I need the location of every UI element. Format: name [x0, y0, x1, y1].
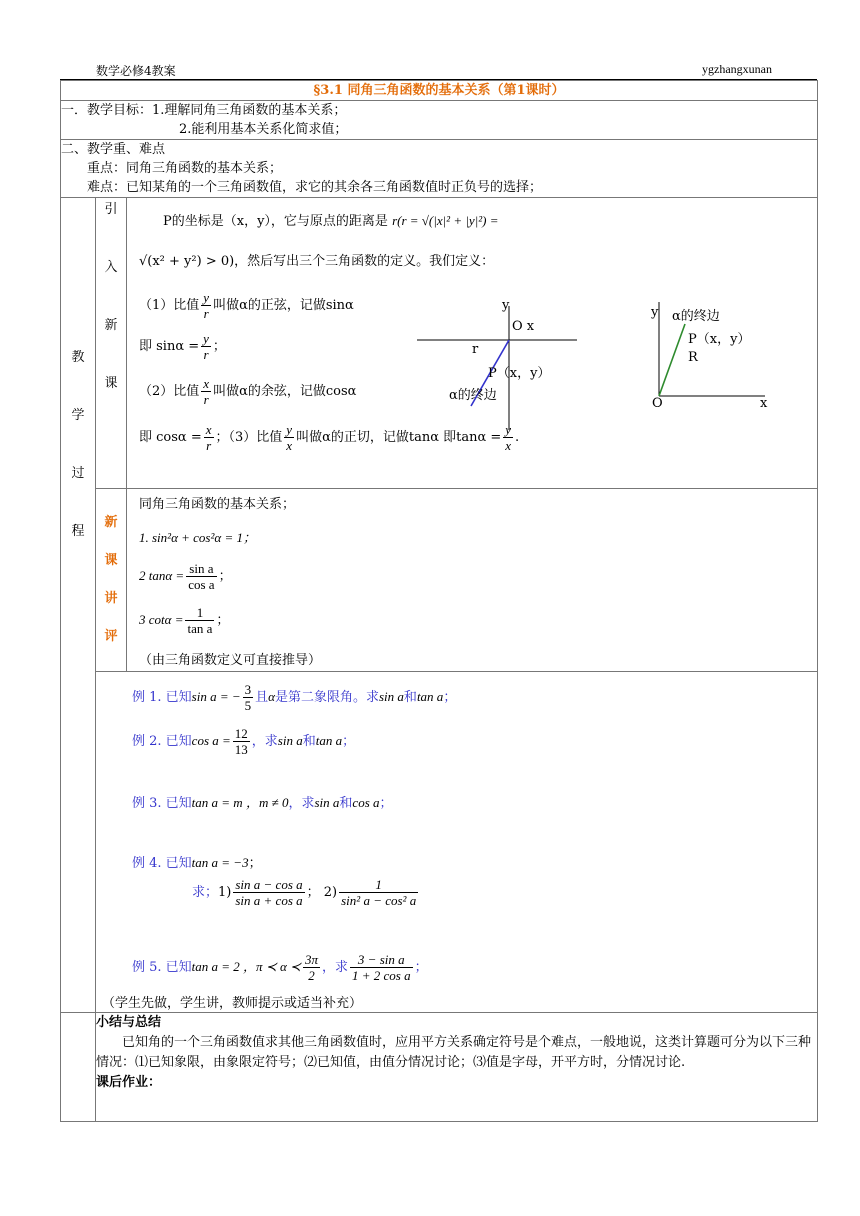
ex1-quadrant: 是第二象限角。求 [274, 690, 379, 705]
ex5-frac2-den: 1 + 2 cos a [351, 968, 411, 983]
ex4-find: 求； [192, 885, 219, 900]
diagram2-r-label: R [688, 350, 698, 365]
ex5-frac2-num: 3 − sin a [350, 952, 413, 968]
ex5-frac-num: 3π [304, 952, 318, 967]
new-lesson-char-3: 讲 [104, 591, 118, 606]
difficult-point: 难点：已知某角的一个三角函数值，求它的其余各三角函数值时正负号的选择； [87, 180, 543, 195]
homework-label: 课后作业： [96, 1075, 162, 1090]
new-lesson-char-4: 评 [104, 629, 118, 644]
def1-a: （1）比值 [139, 298, 200, 313]
def2-b: 叫做α的余弦，记做cosα [213, 384, 357, 399]
def3-b: 叫做α的正切，记做tanα 即tanα = [296, 430, 502, 445]
ex4-part2: ； 2) [306, 885, 338, 900]
process-char-3: 过 [71, 466, 85, 481]
process-char-2: 学 [71, 408, 85, 423]
key-point: 重点：同角三角函数的基本关系； [87, 161, 283, 176]
def2-frac-den: r [203, 392, 209, 407]
ex4-frac1-num: sin a − cos a [235, 877, 303, 892]
ex1-end: ； [443, 690, 457, 705]
def3-frac-num: y [286, 422, 293, 437]
new-lesson-char-1: 新 [104, 515, 118, 530]
lesson-table [60, 80, 818, 1122]
intro-char-2: 入 [104, 260, 118, 275]
ex2-label: 例 2. 已知 [132, 734, 192, 749]
new-lesson-label [96, 489, 127, 672]
ex5-frac-den: 2 [308, 968, 315, 983]
diagram2-p-label: P（x，y） [688, 332, 751, 347]
ex1-sin: sin a [379, 689, 404, 704]
ex3-he: 和 [339, 796, 353, 811]
ex5-given: tan a = 2 ，π ≺ α ≺ [191, 959, 301, 974]
process-char-4: 程 [71, 524, 85, 539]
diagram2-y-label: y [651, 305, 659, 320]
relation-1: 1. sin²α + cos²α = 1； [139, 530, 256, 545]
ex3-cos: cos a [352, 795, 380, 810]
goal-2: 2.能利用基本关系化简求值； [179, 122, 348, 137]
ex1-frac-num: 3 [244, 682, 252, 697]
relation-3-num: 1 [185, 605, 214, 621]
ex1-tan: tan a [416, 689, 444, 704]
key-points-label: 二、教学重、难点 [61, 142, 166, 157]
ex4-frac1-den: sin a + cos a [235, 893, 303, 908]
new-lesson-char-2: 课 [104, 553, 118, 568]
def1c-frac-num: y [203, 331, 209, 346]
intro-label [96, 198, 127, 489]
ex4-frac2-den: sin² a − cos² a [341, 893, 417, 908]
ex2-frac-den: 13 [234, 742, 248, 757]
ex5-end: ； [414, 960, 428, 975]
relations-heading: 同角三角函数的基本关系； [139, 497, 296, 512]
ex1-and: 且 [255, 690, 269, 705]
r-formula: r(r = √(|x|² + |y|²) = [392, 213, 499, 228]
ex4-part1: 1) [218, 885, 232, 900]
intro-row [61, 198, 818, 489]
def3-a: ；（3）比值 [215, 430, 283, 445]
key-points-row [61, 140, 818, 198]
ex1-label: 例 1. 已知 [132, 690, 192, 705]
def2-frac-num: x [203, 376, 210, 391]
summary-content [96, 1013, 818, 1122]
def3b-frac-den: x [505, 438, 512, 453]
ex3-end: ； [379, 796, 393, 811]
ex2-end: ； [342, 734, 356, 749]
relations-note: （由三角函数定义可直接推导） [139, 653, 322, 668]
relation-3-lhs: 3 cotα = [139, 612, 184, 627]
goals-label: 一．教学目标： [61, 103, 153, 118]
new-lesson-row [61, 489, 818, 672]
diagram2-terminal-side [659, 324, 685, 396]
header-left: 数学必修4教案 [96, 64, 176, 78]
ex3-find: ，求 [288, 796, 315, 811]
new-lesson-content: 同角三角函数的基本关系； 1. sin²α + cos²α = 1； 2 tanα = $\frac{\text{sin a}}{\text{cos a}}$ ； 3 cotα = $\frac{1}{\text{tan a}}$ ； （由三角函数定义可直接推导） [127, 489, 818, 672]
ex2-sin: sin a [277, 733, 303, 748]
diagram1-r-label: r [472, 342, 479, 357]
intro-char-4: 课 [104, 376, 118, 391]
ex4-label: 例 4. 已知 [132, 856, 192, 871]
diagram1-p-label: P（x，y） [488, 366, 551, 381]
intro-char-1: 引 [104, 202, 118, 217]
intro-char-3: 新 [104, 318, 118, 333]
relation-2-den: cos a [188, 577, 215, 592]
def1-frac-den: r [203, 306, 209, 321]
summary-text: 已知角的一个三角函数值求其他三角函数值时，应用平方关系确定符号是个难点，一般地说，这类计算题可分为以下三种情况：⑴已知象限，由象限定符号；⑵已知值，由值分情况讨论；⑶值是字母，开平方时，分情况讨论. [96, 1035, 812, 1070]
ex4-given: tan a = −3 [191, 855, 249, 870]
summary-spacer [61, 1013, 96, 1122]
goal-1: 1.理解同角三角函数的基本关系； [152, 103, 347, 118]
examples-content [96, 672, 818, 1013]
ex4-frac2-num: 1 [339, 877, 418, 893]
def3b-frac-num: y [505, 422, 512, 437]
intro-content: P的坐标是（x，y），它与原点的距离是 r(r = √(|x|² + |y|²) = √(x² + y²) > 0)，然后写出三个三角函数的定义。我们定义： （1）比值 $\frac{y}{r}$ 叫做α的正弦，记做sinα 即 sinα = $\frac{y}{r}$ ； （2）比值 $\frac{x}{r}$ 叫做α的余弦，记做cosα 即 cosα = $\frac{x}{r}$ ；（3）比值 $\frac{y}{x}$ 叫做α的正切，记做tanα 即tanα = $\frac{y}{x}$ . y O x r P（x，y） α的终边 y α的终边 P（x，y） R O x [127, 198, 818, 489]
diagram2-x-label: x [760, 396, 768, 411]
def1-b: 叫做α的正弦，记做sinα [213, 298, 354, 313]
def1c-frac-den: r [203, 347, 209, 362]
title-row [61, 81, 818, 101]
diagram2-o-label: O [652, 396, 663, 411]
examples-row [61, 672, 818, 1013]
def1-frac-num: y [203, 290, 210, 305]
goals-row [61, 101, 818, 140]
process-char-1: 教 [71, 350, 85, 365]
ex5-label: 例 5. 已知 [132, 960, 192, 975]
ex3-sin: sin a [314, 795, 340, 810]
ex1-frac-den: 5 [244, 698, 252, 713]
def3-frac-den: x [286, 438, 293, 453]
process-label [61, 198, 96, 1013]
def2c-frac-den: r [206, 438, 212, 453]
diagram1-y-label: y [502, 298, 510, 313]
p-coord-text: P的坐标是（x，y），它与原点的距离是 [163, 214, 388, 229]
diagram1-ox-label: O x [512, 319, 535, 334]
r-formula-2: √(x² + y²) > 0)，然后写出三个三角函数的定义。我们定义： [139, 254, 495, 269]
ex3-label: 例 3. 已知 [132, 796, 192, 811]
relation-2-num: sin a [186, 561, 216, 577]
ex4-semicolon: ； [248, 856, 262, 871]
ex2-frac-num: 12 [234, 726, 248, 741]
diagram1-edge-label: α的终边 [449, 388, 497, 403]
ex5-find: ，求 [321, 960, 348, 975]
examples-note: （学生先做，学生讲，教师提示或适当补充） [102, 996, 363, 1011]
def2-c: 即 cosα = [139, 430, 202, 445]
ex1-given: sin a = − [191, 689, 241, 704]
diagram2-edge-label: α的终边 [672, 309, 720, 324]
header-right: ygzhangxunan [702, 62, 772, 76]
lesson-title: §3.1 同角三角函数的基本关系（第1课时） [61, 81, 818, 101]
ex2-given: cos a = [191, 733, 231, 748]
def2-a: （2）比值 [139, 384, 200, 399]
relation-2-lhs: 2 tanα = [139, 568, 185, 583]
ex2-he: 和 [302, 734, 316, 749]
ex1-he: 和 [403, 690, 417, 705]
ex2-tan: tan a [315, 733, 343, 748]
summary-row [61, 1013, 818, 1122]
def1-c: 即 sinα = [139, 339, 200, 354]
ex1-alpha: α [268, 689, 275, 704]
summary-label: 小结与总结 [96, 1015, 162, 1030]
ex2-find: ，求 [251, 734, 278, 749]
ex3-given: tan a = m ，m ≠ 0 [191, 795, 289, 810]
relation-3-den: tan a [187, 621, 213, 636]
def2c-frac-num: x [205, 422, 212, 437]
